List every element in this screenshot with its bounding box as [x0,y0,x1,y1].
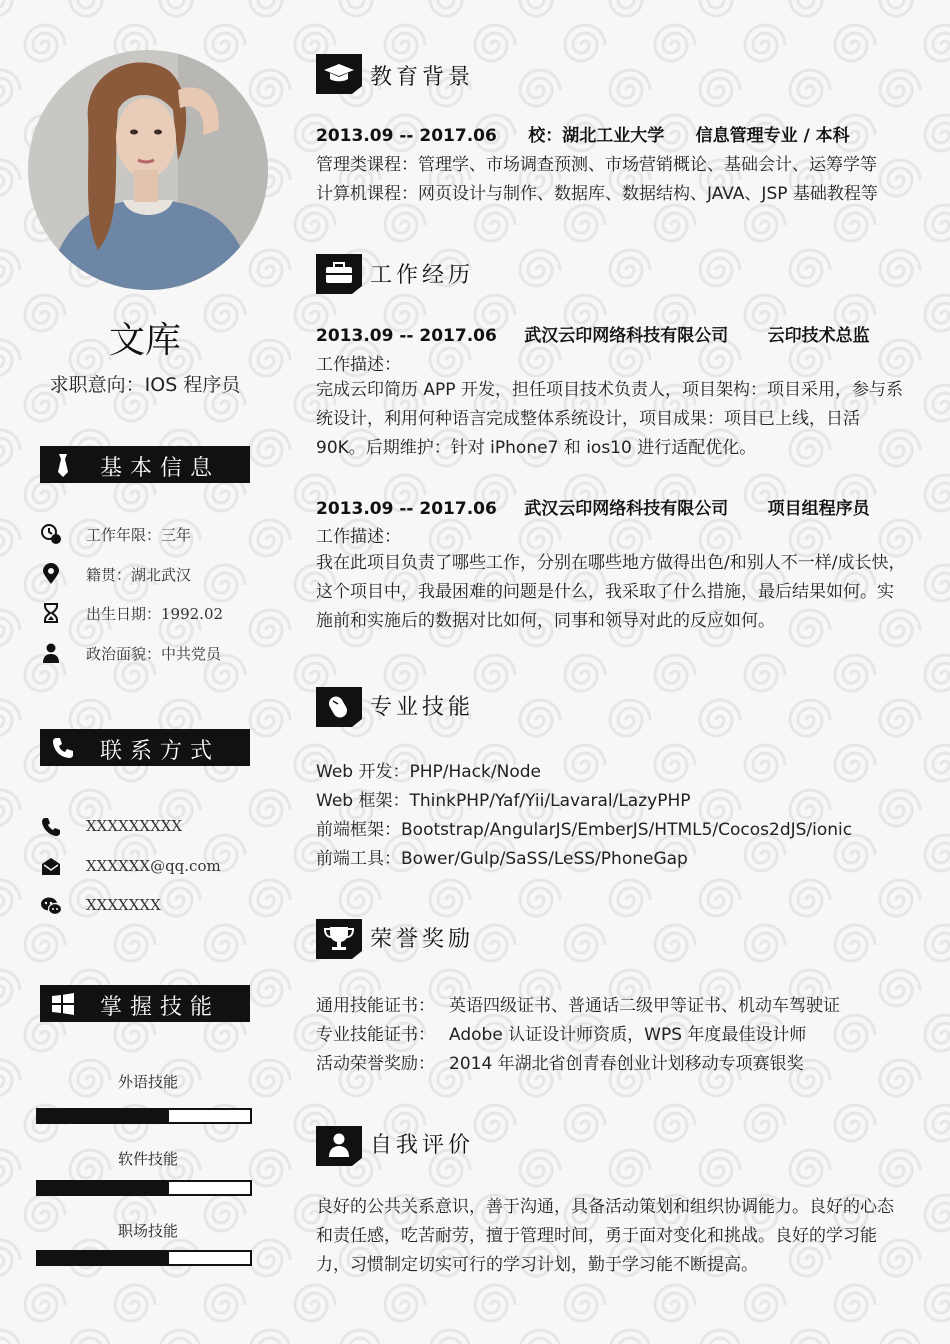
job-1-description: 完成云印简历 APP 开发，担任项目技术负责人，项目架构：项目采用，参与系统设计，利用何种语言完成整体系统设计，项目成果：项目已上线，日活 90K。后期维护：针对 iPhone7 和 ios10 进行适配优化。 [316,380,903,458]
wechat-icon [40,895,62,917]
skill-label-workplace: 职场技能 [117,1222,178,1240]
job-2-company: 武汉云印网络科技有限公司 [524,499,729,519]
honor-professional-value: Adobe 认证设计师资质，WPS 年度最佳设计师 [449,1025,807,1045]
location-pin-icon [40,563,62,585]
graduation-cap-icon [316,54,362,94]
honor-professional-cert [316,1020,806,1045]
skill-bar-workplace [36,1250,252,1266]
contact-phone: XXXXXXXXX [86,817,183,835]
work-title: 工作经历 [370,263,475,288]
education-period: 2013.09 -- 2017.06 [316,126,497,146]
honors-title: 荣誉奖励 [370,927,475,952]
skill-bar-software [36,1180,252,1196]
profile-photo [28,50,268,290]
mouse-icon [316,687,362,727]
info-political: 政治面貌：中共党员 [86,645,222,663]
mail-icon [40,856,62,878]
honor-general-label: 通用技能证书： [316,996,435,1016]
person-icon [316,1126,362,1166]
skills-header [40,985,250,1022]
education-school: 校：湖北工业大学 [528,126,665,146]
skill-label-language: 外语技能 [117,1073,178,1091]
pro-skills-title: 专业技能 [370,695,475,720]
phone-icon [40,816,62,838]
job-1-role: 云印技术总监 [767,326,870,346]
job-2-header [316,494,870,519]
job-1-header [316,321,870,346]
windows-icon [50,991,76,1017]
education-header-line [316,121,850,146]
job-1-period: 2013.09 -- 2017.06 [316,326,497,346]
self-eval-text: 良好的公共关系意识，善于沟通，具备活动策划和组织协调能力。良好的心态和责任感，吃苦耐劳，擅于管理时间，勇于面对变化和挑战。良好的学习能力，习惯制定切实可行的学习计划，勤于学习能不断提高。 [316,1197,894,1275]
honor-professional-label: 专业技能证书： [316,1025,435,1045]
info-row-political [40,641,280,667]
basic-info-header [40,446,250,483]
trophy-icon [316,919,362,959]
pro-skill-frontend-tools: 前端工具：Bower/Gulp/SaSS/LeSS/PhoneGap [316,849,688,869]
job-2-period: 2013.09 -- 2017.06 [316,499,497,519]
education-major: 信息管理专业 / 本科 [695,126,850,146]
job-2-desc-label: 工作描述： [316,527,401,547]
honor-general-cert [316,991,840,1016]
contact-wechat: XXXXXXX [86,896,161,914]
skill-label-software: 软件技能 [117,1150,178,1168]
contact-title: 联系方式 [100,739,221,764]
education-courses-management: 管理类课程：管理学、市场调查预测、市场营销概论、基础会计、运筹学等 [316,155,877,175]
phone-icon [50,735,76,761]
job-2-description: 我在此项目负责了哪些工作，分别在哪些地方做得出色/和别人不一样/成长快，这个项目中，我最困难的问题是什么，我采取了什么措施，最后结果如何。实施前和实施后的数据对比如何，同事和领导对此的反应如何。 [316,553,906,631]
job-2-role: 项目组程序员 [767,499,870,519]
info-work-years: 工作年限：三年 [86,526,192,544]
contact-row-wechat [40,894,280,920]
job-1-desc-label: 工作描述： [316,355,401,375]
job-1-company: 武汉云印网络科技有限公司 [524,326,729,346]
education-courses-computer: 计算机课程：网页设计与制作、数据库、数据结构、JAVA、JSP 基础教程等 [316,184,878,204]
info-row-birthdate [40,601,280,627]
honor-activity-award [316,1049,804,1074]
honor-activity-label: 活动荣誉奖励： [316,1054,435,1074]
self-eval-title: 自我评价 [370,1133,475,1158]
basic-info-title: 基本信息 [100,456,221,481]
skills-title: 掌握技能 [100,995,221,1020]
pro-skill-frontend-framework: 前端框架：Bootstrap/AngularJS/EmberJS/HTML5/Cocos2dJS/ionic [316,820,853,840]
contact-header [40,729,250,766]
work-years-icon [40,523,62,545]
info-row-hometown [40,562,280,588]
pro-skill-web-framework: Web 框架：ThinkPHP/Yaf/Yii/Lavaral/LazyPHP [316,791,691,811]
contact-email: XXXXXX@qq.com [86,857,221,875]
hourglass-icon [40,602,62,624]
contact-row-email [40,855,280,881]
pro-skill-web-dev: Web 开发：PHP/Hack/Node [316,762,541,782]
briefcase-icon [316,254,362,294]
info-row-work-years [40,522,280,548]
honor-general-value: 英语四级证书、普通话二级甲等证书、机动车驾驶证 [449,996,840,1016]
contact-row-phone [40,815,280,841]
skill-bar-language [36,1108,252,1124]
job-intent: 求职意向：IOS 程序员 [49,374,241,396]
info-birthdate: 出生日期：1992.02 [86,605,224,623]
education-title: 教育背景 [370,65,475,90]
person-icon [40,642,62,664]
tie-icon [50,452,76,478]
info-hometown: 籍贯：湖北武汉 [86,566,192,584]
candidate-name: 文库 [108,320,181,361]
honor-activity-value: 2014 年湖北省创青春创业计划移动专项赛银奖 [449,1054,804,1074]
